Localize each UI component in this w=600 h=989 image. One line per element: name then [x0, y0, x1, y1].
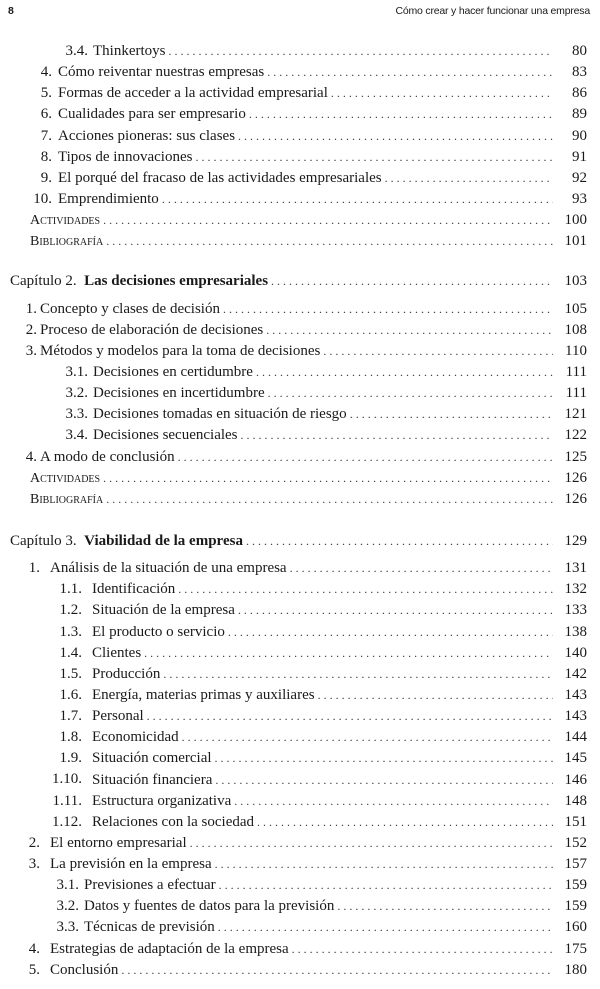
toc-entry	[0, 770, 600, 791]
toc-entry	[0, 41, 600, 62]
entry-number: 1.	[28, 560, 40, 577]
dot-leader	[190, 833, 553, 854]
dot-leader	[246, 531, 553, 552]
entry-number: 3.3.	[56, 919, 79, 936]
dot-leader	[169, 41, 554, 62]
entry-number: 1.7.	[59, 708, 82, 725]
entry-number: 3.4.	[65, 427, 88, 444]
toc-entry	[0, 917, 600, 938]
dot-leader	[292, 939, 553, 960]
toc-entry	[0, 896, 600, 917]
entry-page-number: 159	[564, 877, 587, 894]
dot-leader	[323, 341, 553, 362]
toc-entry	[0, 210, 600, 231]
entry-page-number: 175	[564, 940, 587, 957]
toc-entry	[0, 664, 600, 685]
entry-page-number: 126	[564, 469, 587, 486]
page-number: 8	[8, 5, 14, 17]
entry-title: Decisiones en incertidumbre	[93, 385, 265, 402]
entry-number: 10.	[33, 190, 52, 207]
entry-page-number: 111	[565, 363, 587, 380]
dot-leader	[147, 706, 553, 727]
entry-number: 1.6.	[59, 686, 82, 703]
toc-entry	[0, 875, 600, 896]
toc-entry	[0, 939, 600, 960]
entry-title: Cómo reiventar nuestras empresas	[58, 64, 265, 81]
toc-entry	[0, 383, 600, 404]
entry-number: 1.3.	[59, 623, 82, 640]
dot-leader	[178, 579, 553, 600]
toc-entry	[0, 189, 600, 210]
entry-page-number: 126	[564, 490, 587, 507]
toc-entry	[0, 126, 600, 147]
entry-title: Relaciones con la sociedad	[92, 813, 255, 830]
toc-entry	[0, 362, 600, 383]
entry-number: 3.3.	[65, 406, 88, 423]
entry-number: 1.11.	[52, 792, 82, 809]
entry-page-number: 90	[572, 127, 587, 144]
entry-number: 1.9.	[59, 750, 82, 767]
entry-title: Situación comercial	[92, 750, 212, 767]
dot-leader	[103, 210, 553, 231]
entry-number: 3.1.	[56, 877, 79, 894]
entry-title: Bibliografía	[30, 234, 104, 250]
chapter-title	[10, 531, 246, 552]
running-header	[0, 0, 600, 24]
dot-leader	[241, 425, 553, 446]
dot-leader	[215, 770, 553, 791]
entry-page-number: 89	[572, 106, 587, 123]
entry-page-number: 144	[564, 729, 587, 746]
entry-number: 2.	[28, 834, 40, 851]
entry-title: Emprendimiento	[58, 190, 159, 207]
entry-page-number: 91	[572, 148, 587, 165]
entry-page-number: 86	[572, 85, 587, 102]
entry-page-number: 83	[572, 64, 587, 81]
chapter-name: Viabilidad de la empresa	[84, 532, 243, 549]
dot-leader	[238, 600, 553, 621]
entry-title: El producto o servicio	[92, 623, 225, 640]
toc-entry	[0, 231, 600, 252]
entry-number: 5.	[40, 85, 52, 102]
entry-number: 6.	[40, 106, 52, 123]
entry-number: 3.1.	[65, 363, 88, 380]
entry-number: 1.2.	[59, 602, 82, 619]
dot-leader	[331, 83, 553, 104]
toc-entry	[0, 404, 600, 425]
entry-page-number: 140	[564, 644, 587, 661]
dot-leader	[182, 727, 553, 748]
toc-entry	[0, 600, 600, 621]
toc-entry	[0, 489, 600, 510]
entry-number: 4.	[40, 64, 52, 81]
entry-title: Técnicas de previsión	[84, 919, 215, 936]
chapter-name: Las decisiones empresariales	[84, 273, 269, 290]
toc-entry	[0, 579, 600, 600]
entry-title: Decisiones en certidumbre	[93, 363, 253, 380]
entry-title: Economicidad	[92, 729, 179, 746]
dot-leader	[103, 468, 553, 489]
toc-entry	[0, 854, 600, 875]
dot-leader	[249, 104, 553, 125]
entry-number: 3.4.	[65, 42, 88, 59]
toc-entry	[0, 706, 600, 727]
entry-page-number: 132	[564, 581, 587, 598]
dot-leader	[228, 622, 553, 643]
entry-page-number: 110	[565, 342, 587, 359]
book-title: Cómo crear y hacer funcionar una empresa	[395, 5, 590, 17]
entry-page-number: 159	[564, 898, 587, 915]
entry-title: Identificación	[92, 581, 176, 598]
dot-leader	[268, 383, 553, 404]
dot-leader	[271, 271, 553, 292]
toc-entry	[0, 468, 600, 489]
toc-entry	[0, 812, 600, 833]
entry-page-number: 131	[564, 560, 587, 577]
chapter-number: Capítulo 2.	[10, 273, 77, 290]
entry-page-number: 129	[564, 532, 587, 549]
entry-page-number: 160	[564, 919, 587, 936]
dot-leader	[318, 685, 553, 706]
toc-entry	[0, 727, 600, 748]
entry-page-number: 148	[564, 792, 587, 809]
entry-title: Decisiones secuenciales	[93, 427, 238, 444]
entry-title: Situación financiera	[92, 771, 213, 788]
entry-number: 4.	[28, 940, 40, 957]
toc-entry	[0, 643, 600, 664]
entry-page-number: 142	[564, 665, 587, 682]
entry-number: 1.8.	[59, 729, 82, 746]
entry-number: 7.	[40, 127, 52, 144]
dot-leader	[257, 812, 553, 833]
entry-page-number: 108	[564, 321, 587, 338]
entry-page-number: 105	[564, 300, 587, 317]
entry-number: 3.2.	[65, 385, 88, 402]
entry-title: El porqué del fracaso de las actividades empresariales	[58, 169, 382, 186]
toc-entry	[0, 104, 600, 125]
entry-page-number: 80	[572, 43, 587, 59]
dot-leader	[195, 147, 553, 168]
entry-page-number: 143	[564, 686, 587, 703]
entry-title: Acciones pioneras: sus clases	[58, 127, 236, 144]
dot-leader	[162, 189, 553, 210]
toc-entry	[0, 168, 600, 189]
entry-title: Bibliografía	[30, 491, 104, 507]
entry-page-number: 103	[564, 273, 587, 290]
chapter-title	[10, 271, 271, 292]
entry-title: Personal	[92, 708, 144, 725]
dot-leader	[121, 960, 553, 981]
dot-leader	[256, 362, 553, 383]
entry-title: Conclusión	[50, 961, 119, 978]
entry-title: Clientes	[92, 644, 142, 661]
entry-title: Cualidades para ser empresario	[58, 106, 246, 123]
toc-entry	[0, 748, 600, 769]
dot-leader	[223, 299, 553, 320]
chapter-entry	[0, 271, 600, 292]
entry-page-number: 133	[564, 602, 587, 619]
entry-number: 4.	[25, 448, 37, 465]
chapter-number: Capítulo 3.	[10, 532, 77, 549]
toc-entry	[0, 299, 600, 320]
entry-title: Tipos de innovaciones	[58, 148, 193, 165]
dot-leader	[163, 664, 553, 685]
dot-leader	[350, 404, 553, 425]
entry-title: Métodos y modelos para la toma de decisiones	[40, 342, 321, 359]
entry-page-number: 157	[564, 856, 587, 873]
toc-entry	[0, 960, 600, 981]
entry-page-number: 93	[572, 190, 587, 207]
entry-number: 2.	[25, 321, 37, 338]
entry-number: 1.1.	[59, 581, 82, 598]
entry-title: Actividades	[30, 470, 101, 486]
dot-leader	[106, 231, 553, 252]
entry-title: Concepto y clases de decisión	[40, 300, 220, 317]
entry-title: A modo de conclusión	[40, 448, 175, 465]
toc-entry	[0, 425, 600, 446]
entry-page-number: 151	[564, 813, 587, 830]
dot-leader	[234, 791, 553, 812]
entry-number: 3.2.	[56, 898, 79, 915]
entry-title: Formas de acceder a la actividad empresarial	[58, 85, 328, 102]
entry-page-number: 143	[564, 708, 587, 725]
entry-title: Estrategias de adaptación de la empresa	[50, 940, 289, 957]
entry-page-number: 101	[564, 233, 587, 250]
entry-number: 1.10.	[52, 771, 82, 788]
entry-title: Análisis de la situación de una empresa	[50, 560, 287, 577]
entry-title: Situación de la empresa	[92, 602, 235, 619]
entry-page-number: 92	[572, 169, 587, 186]
toc-entry	[0, 447, 600, 468]
dot-leader	[219, 875, 553, 896]
dot-leader	[238, 126, 553, 147]
toc-entry	[0, 833, 600, 854]
entry-number: 3.	[25, 342, 37, 359]
entry-page-number: 122	[564, 427, 587, 444]
table-of-contents	[0, 41, 600, 981]
chapter-entry	[0, 531, 600, 552]
entry-page-number: 152	[564, 834, 587, 851]
entry-title: Previsiones a efectuar	[84, 877, 216, 894]
entry-title: Thinkertoys	[93, 43, 166, 59]
dot-leader	[178, 447, 553, 468]
dot-leader	[267, 62, 553, 83]
entry-page-number: 125	[564, 448, 587, 465]
entry-page-number: 138	[564, 623, 587, 640]
toc-entry	[0, 558, 600, 579]
dot-leader	[215, 854, 553, 875]
toc-entry	[0, 83, 600, 104]
dot-leader	[337, 896, 553, 917]
dot-leader	[106, 489, 553, 510]
entry-title: Estructura organizativa	[92, 792, 232, 809]
entry-page-number: 100	[564, 212, 587, 229]
dot-leader	[385, 168, 553, 189]
toc-entry	[0, 622, 600, 643]
toc-entry	[0, 320, 600, 341]
dot-leader	[215, 748, 553, 769]
toc-entry	[0, 147, 600, 168]
entry-page-number: 111	[565, 385, 587, 402]
entry-number: 9.	[40, 169, 52, 186]
entry-title: Datos y fuentes de datos para la previsión	[84, 898, 335, 915]
entry-page-number: 146	[564, 771, 587, 788]
dot-leader	[290, 558, 553, 579]
entry-title: Producción	[92, 665, 161, 682]
entry-page-number: 145	[564, 750, 587, 767]
entry-number: 1.12.	[52, 813, 82, 830]
entry-title: Proceso de elaboración de decisiones	[40, 321, 264, 338]
dot-leader	[266, 320, 553, 341]
entry-title: La previsión en la empresa	[50, 856, 212, 873]
entry-title: Actividades	[30, 213, 101, 229]
entry-number: 1.	[25, 300, 37, 317]
toc-entry	[0, 62, 600, 83]
entry-page-number: 180	[564, 961, 587, 978]
entry-number: 8.	[40, 148, 52, 165]
entry-title: Energía, materias primas y auxiliares	[92, 686, 315, 703]
entry-number: 3.	[28, 856, 40, 873]
dot-leader	[144, 643, 553, 664]
toc-entry	[0, 685, 600, 706]
entry-title: El entorno empresarial	[50, 834, 187, 851]
entry-page-number: 121	[564, 406, 587, 423]
toc-entry	[0, 341, 600, 362]
dot-leader	[218, 917, 553, 938]
entry-title: Decisiones tomadas en situación de riesgo	[93, 406, 347, 423]
entry-number: 5.	[28, 961, 40, 978]
entry-number: 1.4.	[59, 644, 82, 661]
toc-entry	[0, 791, 600, 812]
entry-number: 1.5.	[59, 665, 82, 682]
